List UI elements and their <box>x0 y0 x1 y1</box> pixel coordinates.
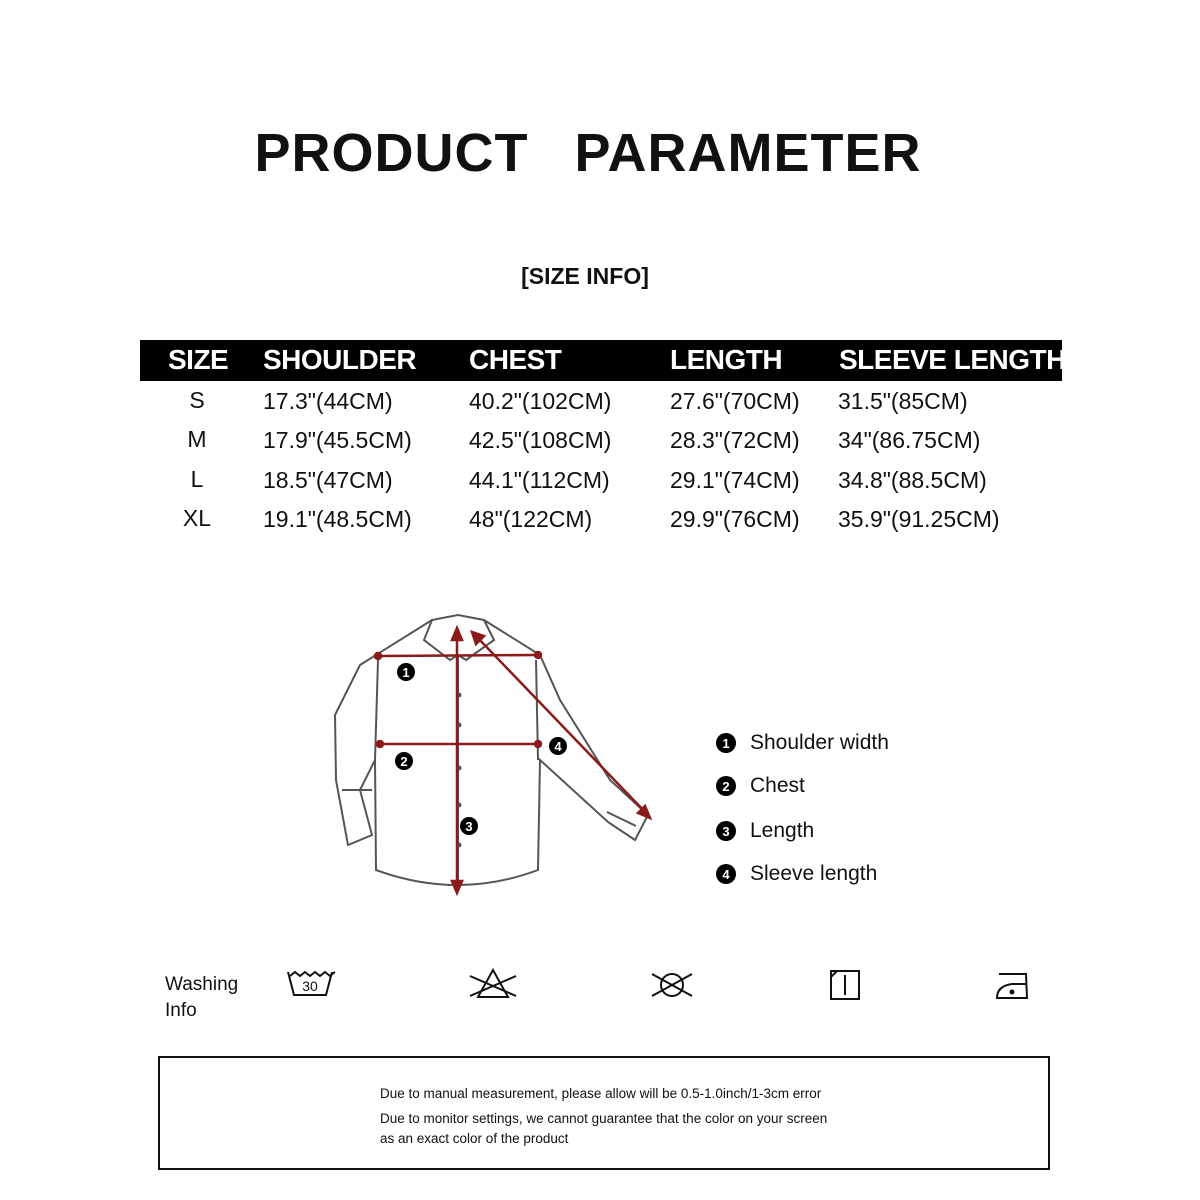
legend-length <box>716 819 814 843</box>
legend-label: Sleeve length <box>750 862 878 885</box>
note-color-cont: as an exact color of the product <box>380 1131 569 1146</box>
header-chest: CHEST <box>469 344 562 375</box>
cell-chest: 48"(122CM) <box>469 506 593 532</box>
cell-size: S <box>189 387 205 413</box>
do-not-bleach-icon <box>470 970 516 997</box>
diagram-markers <box>395 663 567 835</box>
cell-shoulder: 19.1"(48.5CM) <box>263 506 412 532</box>
cell-sleeve: 34.8"(88.5CM) <box>838 467 987 493</box>
cell-sleeve: 35.9"(91.25CM) <box>838 506 1000 532</box>
header-shoulder: SHOULDER <box>263 344 417 375</box>
cell-size: XL <box>182 505 212 531</box>
cell-size: M <box>187 426 207 452</box>
cell-size: L <box>190 466 204 492</box>
cell-chest: 42.5"(108CM) <box>469 427 612 453</box>
washing-label-line2: Info <box>165 1000 197 1021</box>
size-info-heading: [SIZE INFO] <box>521 263 649 289</box>
cell-chest: 40.2"(102CM) <box>469 388 612 414</box>
legend-number: 1 <box>716 733 736 753</box>
header-length: LENGTH <box>670 344 783 375</box>
cell-length: 28.3"(72CM) <box>670 427 800 453</box>
do-not-tumble-dry-icon <box>652 974 692 996</box>
cell-shoulder: 18.5"(47CM) <box>263 467 393 493</box>
legend-chest <box>716 774 805 798</box>
cell-chest: 44.1"(112CM) <box>469 467 610 493</box>
iron-low-icon <box>997 974 1027 998</box>
marker-4: 4 <box>554 739 562 754</box>
line-dry-icon <box>831 971 859 999</box>
legend-label: Length <box>750 819 815 842</box>
marker-3: 3 <box>465 819 473 834</box>
wash-30-icon <box>288 972 335 995</box>
cell-shoulder: 17.9"(45.5CM) <box>263 427 412 453</box>
marker-1: 1 <box>402 665 410 680</box>
disclaimer-box <box>158 1056 1050 1170</box>
header-size: SIZE <box>168 344 229 375</box>
cell-sleeve: 34"(86.75CM) <box>838 427 981 453</box>
wash-temp: 30 <box>302 978 318 994</box>
note-measurement: Due to manual measurement, please allow will be 0.5-1.0inch/1-3cm error <box>380 1086 822 1101</box>
legend-number: 2 <box>716 776 736 796</box>
cell-length: 29.9"(76CM) <box>670 506 800 532</box>
marker-2: 2 <box>400 754 408 769</box>
legend-label: Chest <box>750 774 805 797</box>
washing-icons <box>0 960 1200 1010</box>
legend-number: 4 <box>716 864 736 884</box>
cell-shoulder: 17.3"(44CM) <box>263 388 393 414</box>
page-title: PRODUCT PARAMETER <box>254 123 922 183</box>
cell-sleeve: 31.5"(85CM) <box>838 388 968 414</box>
header-sleeve-length: SLEEVE LENGTH <box>839 344 1066 375</box>
washing-label-line1: Washing <box>165 974 239 995</box>
legend-shoulder-width <box>716 731 889 755</box>
legend-number: 3 <box>716 821 736 841</box>
legend-sleeve-length <box>716 862 877 886</box>
cell-length: 29.1"(74CM) <box>670 467 800 493</box>
legend-label: Shoulder width <box>750 731 889 754</box>
measure-lines <box>375 628 650 893</box>
note-color: Due to monitor settings, we cannot guarantee that the color on your screen <box>380 1111 828 1126</box>
cell-length: 27.6"(70CM) <box>670 388 800 414</box>
